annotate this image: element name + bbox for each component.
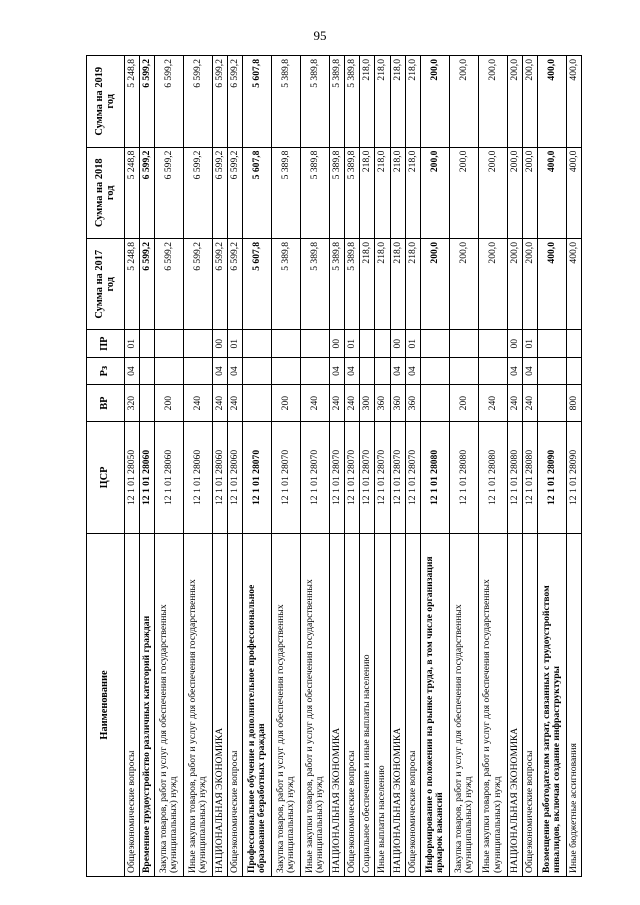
table-row <box>140 56 155 877</box>
cell-sum-2018: 218,0 <box>405 147 420 238</box>
cell-sum-2017: 200,0 <box>449 239 478 330</box>
cell-sum-2018: 218,0 <box>360 147 375 238</box>
cell-sum-2019: 6 599,2 <box>184 56 213 148</box>
cell-pr: 00 <box>390 330 405 357</box>
cell-vr: 240 <box>330 385 345 422</box>
cell-sum-2018: 6 599,2 <box>140 147 155 238</box>
cell-name: Иные закупки товаров, работ и услуг для обеспечения государственных (муниципальных) нужд <box>184 533 213 876</box>
table-row <box>566 56 581 877</box>
cell-sum-2019: 218,0 <box>360 56 375 148</box>
cell-sum-2017: 400,0 <box>566 239 581 330</box>
header-sum-2018: Сумма на 2018 год <box>87 147 125 238</box>
cell-name: Иные закупки товаров, работ и услуг для обеспечения государственных (муниципальных) нужд <box>301 533 330 876</box>
cell-name: Общеэкономические вопросы <box>228 533 243 876</box>
cell-rz: 04 <box>213 357 228 384</box>
cell-sum-2017: 5 389,8 <box>345 239 360 330</box>
cell-vr: 360 <box>405 385 420 422</box>
cell-pr <box>566 330 581 357</box>
header-vr: ВР <box>87 385 125 422</box>
cell-rz: 04 <box>405 357 420 384</box>
cell-csr: 12 1 01 28060 <box>228 421 243 533</box>
cell-rz <box>140 357 155 384</box>
cell-rz <box>420 357 449 384</box>
table-row <box>449 56 478 877</box>
table-header-row <box>87 56 125 877</box>
cell-sum-2019: 200,0 <box>420 56 449 148</box>
cell-sum-2017: 6 599,2 <box>228 239 243 330</box>
cell-vr: 360 <box>390 385 405 422</box>
cell-csr: 12 1 01 28060 <box>184 421 213 533</box>
cell-rz: 04 <box>345 357 360 384</box>
cell-pr: 00 <box>507 330 522 357</box>
cell-sum-2019: 218,0 <box>390 56 405 148</box>
cell-pr: 01 <box>522 330 537 357</box>
cell-rz <box>537 357 566 384</box>
cell-csr: 12 1 01 28070 <box>272 421 301 533</box>
cell-sum-2018: 200,0 <box>522 147 537 238</box>
cell-pr: 01 <box>405 330 420 357</box>
cell-pr <box>478 330 507 357</box>
cell-vr <box>243 385 272 422</box>
cell-sum-2019: 200,0 <box>522 56 537 148</box>
cell-vr: 240 <box>522 385 537 422</box>
cell-sum-2019: 400,0 <box>566 56 581 148</box>
header-pr: ПР <box>87 330 125 357</box>
cell-sum-2018: 218,0 <box>375 147 390 238</box>
cell-pr: 01 <box>228 330 243 357</box>
cell-sum-2019: 218,0 <box>375 56 390 148</box>
cell-csr: 12 1 01 28070 <box>243 421 272 533</box>
cell-sum-2018: 6 599,2 <box>228 147 243 238</box>
cell-name: Временное трудоустройство различных категорий граждан <box>140 533 155 876</box>
cell-rz <box>155 357 184 384</box>
cell-sum-2019: 200,0 <box>478 56 507 148</box>
cell-name: Общеэкономические вопросы <box>345 533 360 876</box>
header-sum-2019: Сумма на 2019 год <box>87 56 125 148</box>
cell-vr: 240 <box>213 385 228 422</box>
cell-csr: 12 1 01 28070 <box>345 421 360 533</box>
table-row <box>420 56 449 877</box>
cell-vr: 240 <box>345 385 360 422</box>
cell-csr: 12 1 01 28070 <box>375 421 390 533</box>
cell-sum-2018: 6 599,2 <box>155 147 184 238</box>
cell-sum-2018: 200,0 <box>507 147 522 238</box>
rotated-table-frame <box>86 55 582 877</box>
cell-vr: 240 <box>228 385 243 422</box>
table-row <box>375 56 390 877</box>
table-row <box>330 56 345 877</box>
cell-csr: 12 1 01 28080 <box>449 421 478 533</box>
cell-rz: 04 <box>390 357 405 384</box>
cell-sum-2019: 6 599,2 <box>228 56 243 148</box>
cell-vr: 240 <box>507 385 522 422</box>
cell-rz: 04 <box>522 357 537 384</box>
header-rz: Рз <box>87 357 125 384</box>
cell-csr: 12 1 01 28090 <box>537 421 566 533</box>
cell-sum-2017: 200,0 <box>507 239 522 330</box>
cell-sum-2019: 5 389,8 <box>301 56 330 148</box>
table-row <box>301 56 330 877</box>
cell-sum-2019: 5 607,8 <box>243 56 272 148</box>
cell-pr <box>360 330 375 357</box>
header-sum-2017: Сумма на 2017 год <box>87 239 125 330</box>
cell-sum-2017: 218,0 <box>360 239 375 330</box>
table-row <box>243 56 272 877</box>
cell-sum-2017: 200,0 <box>522 239 537 330</box>
cell-name: Иные выплаты населению <box>375 533 390 876</box>
cell-vr: 240 <box>478 385 507 422</box>
cell-name: Иные бюджетные ассигнования <box>566 533 581 876</box>
cell-sum-2018: 400,0 <box>566 147 581 238</box>
cell-name: Информирование о положении на рынке труда, в том числе организация ярмарок вакансий <box>420 533 449 876</box>
cell-vr: 240 <box>184 385 213 422</box>
cell-rz <box>360 357 375 384</box>
cell-rz: 04 <box>330 357 345 384</box>
header-csr: ЦСР <box>87 421 125 533</box>
cell-sum-2017: 200,0 <box>478 239 507 330</box>
cell-rz <box>184 357 213 384</box>
cell-sum-2018: 5 248,8 <box>125 147 140 238</box>
cell-pr <box>155 330 184 357</box>
cell-csr: 12 1 01 28050 <box>125 421 140 533</box>
cell-csr: 12 1 01 28080 <box>420 421 449 533</box>
cell-rz: 04 <box>125 357 140 384</box>
table-row <box>155 56 184 877</box>
cell-sum-2017: 218,0 <box>375 239 390 330</box>
cell-sum-2017: 6 599,2 <box>140 239 155 330</box>
cell-sum-2017: 400,0 <box>537 239 566 330</box>
cell-sum-2018: 200,0 <box>449 147 478 238</box>
table-row <box>390 56 405 877</box>
table-row <box>537 56 566 877</box>
table-row <box>360 56 375 877</box>
cell-pr <box>301 330 330 357</box>
cell-pr <box>184 330 213 357</box>
cell-sum-2018: 218,0 <box>390 147 405 238</box>
cell-vr: 240 <box>301 385 330 422</box>
cell-csr: 12 1 01 28060 <box>213 421 228 533</box>
cell-name: Общеэкономические вопросы <box>522 533 537 876</box>
cell-name: Возмещение работодателям затрат, связанных с трудоустройством инвалидов, включая создание инфраструктуры <box>537 533 566 876</box>
cell-sum-2017: 218,0 <box>405 239 420 330</box>
cell-name: НАЦИОНАЛЬНАЯ ЭКОНОМИКА <box>330 533 345 876</box>
table-row <box>213 56 228 877</box>
cell-sum-2018: 5 607,8 <box>243 147 272 238</box>
cell-rz <box>478 357 507 384</box>
cell-csr: 12 1 01 28080 <box>522 421 537 533</box>
cell-vr: 300 <box>360 385 375 422</box>
cell-sum-2017: 5 607,8 <box>243 239 272 330</box>
cell-sum-2019: 5 389,8 <box>345 56 360 148</box>
cell-csr: 12 1 01 28070 <box>390 421 405 533</box>
cell-pr <box>375 330 390 357</box>
cell-vr <box>537 385 566 422</box>
cell-csr: 12 1 01 28070 <box>330 421 345 533</box>
table-row <box>184 56 213 877</box>
cell-vr: 200 <box>449 385 478 422</box>
cell-vr: 320 <box>125 385 140 422</box>
cell-pr: 00 <box>213 330 228 357</box>
cell-name: Социальное обеспечение и иные выплаты населению <box>360 533 375 876</box>
cell-name: Закупка товаров, работ и услуг для обеспечения государственных (муниципальных) нужд <box>272 533 301 876</box>
cell-vr: 360 <box>375 385 390 422</box>
cell-vr <box>420 385 449 422</box>
cell-sum-2017: 200,0 <box>420 239 449 330</box>
cell-sum-2019: 5 389,8 <box>272 56 301 148</box>
cell-pr <box>272 330 301 357</box>
cell-sum-2018: 200,0 <box>420 147 449 238</box>
cell-rz: 04 <box>507 357 522 384</box>
table-row <box>405 56 420 877</box>
cell-sum-2017: 5 389,8 <box>301 239 330 330</box>
cell-sum-2018: 5 389,8 <box>330 147 345 238</box>
cell-name: Общеэкономические вопросы <box>125 533 140 876</box>
cell-csr: 12 1 01 28080 <box>478 421 507 533</box>
table-row <box>272 56 301 877</box>
cell-sum-2018: 5 389,8 <box>272 147 301 238</box>
cell-sum-2017: 218,0 <box>390 239 405 330</box>
cell-sum-2017: 5 389,8 <box>272 239 301 330</box>
cell-sum-2019: 5 389,8 <box>330 56 345 148</box>
cell-vr: 200 <box>272 385 301 422</box>
cell-name: Общеэкономические вопросы <box>405 533 420 876</box>
cell-rz <box>449 357 478 384</box>
cell-pr <box>420 330 449 357</box>
cell-csr: 12 1 01 28070 <box>405 421 420 533</box>
cell-sum-2018: 200,0 <box>478 147 507 238</box>
cell-sum-2019: 5 248,8 <box>125 56 140 148</box>
cell-name: Закупка товаров, работ и услуг для обеспечения государственных (муниципальных) нужд <box>449 533 478 876</box>
cell-pr <box>243 330 272 357</box>
cell-name: НАЦИОНАЛЬНАЯ ЭКОНОМИКА <box>390 533 405 876</box>
cell-vr: 800 <box>566 385 581 422</box>
cell-csr: 12 1 01 28090 <box>566 421 581 533</box>
page-number: 95 <box>313 28 327 43</box>
cell-csr: 12 1 01 28070 <box>301 421 330 533</box>
cell-sum-2017: 6 599,2 <box>155 239 184 330</box>
cell-vr <box>140 385 155 422</box>
table-body <box>125 56 582 877</box>
cell-rz <box>566 357 581 384</box>
cell-pr <box>537 330 566 357</box>
table-row <box>228 56 243 877</box>
cell-pr <box>449 330 478 357</box>
cell-name: Закупка товаров, работ и услуг для обеспечения государственных (муниципальных) нужд <box>155 533 184 876</box>
table-row <box>507 56 522 877</box>
cell-sum-2018: 6 599,2 <box>213 147 228 238</box>
cell-sum-2018: 5 389,8 <box>345 147 360 238</box>
cell-vr: 200 <box>155 385 184 422</box>
cell-sum-2017: 5 248,8 <box>125 239 140 330</box>
cell-sum-2019: 200,0 <box>449 56 478 148</box>
header-name: Наименование <box>87 533 125 876</box>
cell-pr <box>140 330 155 357</box>
cell-csr: 12 1 01 28060 <box>140 421 155 533</box>
cell-pr: 01 <box>345 330 360 357</box>
cell-rz <box>301 357 330 384</box>
cell-pr: 00 <box>330 330 345 357</box>
table-row <box>478 56 507 877</box>
cell-sum-2017: 6 599,2 <box>184 239 213 330</box>
rotated-table-container <box>86 55 582 877</box>
cell-rz <box>375 357 390 384</box>
cell-name: НАЦИОНАЛЬНАЯ ЭКОНОМИКА <box>213 533 228 876</box>
cell-rz: 04 <box>228 357 243 384</box>
cell-sum-2019: 6 599,2 <box>140 56 155 148</box>
cell-csr: 12 1 01 28080 <box>507 421 522 533</box>
cell-name: Профессиональное обучение и дополнительное профессиональное образование безработных граждан <box>243 533 272 876</box>
cell-csr: 12 1 01 28070 <box>360 421 375 533</box>
cell-sum-2017: 6 599,2 <box>213 239 228 330</box>
cell-rz <box>243 357 272 384</box>
cell-sum-2019: 218,0 <box>405 56 420 148</box>
table-row <box>125 56 140 877</box>
cell-sum-2018: 400,0 <box>537 147 566 238</box>
cell-csr: 12 1 01 28060 <box>155 421 184 533</box>
cell-sum-2018: 5 389,8 <box>301 147 330 238</box>
cell-pr: 01 <box>125 330 140 357</box>
cell-rz <box>272 357 301 384</box>
cell-name: Иные закупки товаров, работ и услуг для обеспечения государственных (муниципальных) нужд <box>478 533 507 876</box>
cell-sum-2017: 5 389,8 <box>330 239 345 330</box>
budget-table <box>86 55 582 877</box>
cell-sum-2019: 6 599,2 <box>213 56 228 148</box>
cell-sum-2018: 6 599,2 <box>184 147 213 238</box>
cell-sum-2019: 200,0 <box>507 56 522 148</box>
table-row <box>345 56 360 877</box>
cell-name: НАЦИОНАЛЬНАЯ ЭКОНОМИКА <box>507 533 522 876</box>
cell-sum-2019: 400,0 <box>537 56 566 148</box>
cell-sum-2019: 6 599,2 <box>155 56 184 148</box>
table-row <box>522 56 537 877</box>
